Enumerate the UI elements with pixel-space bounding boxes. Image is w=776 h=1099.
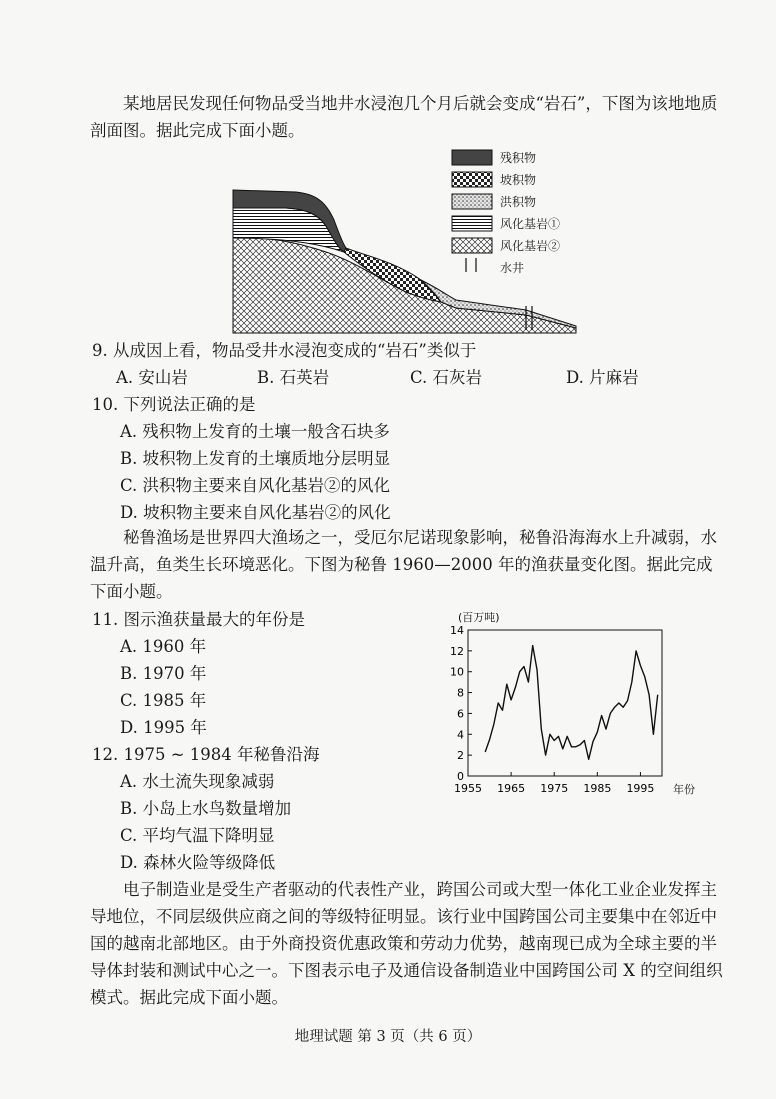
q12-option-d: D. 森林火险等级降低 bbox=[120, 853, 276, 872]
q9-option-d: D. 片麻岩 bbox=[566, 368, 639, 387]
cross-section-layers bbox=[233, 190, 576, 333]
intro-geology: 某地居民发现任何物品受当地井水浸泡几个月后就会变成“岩石”，下图为该地地质剖面图。据此完成下面小题。 bbox=[90, 94, 718, 140]
q11-option-a: A. 1960 年 bbox=[120, 637, 207, 656]
y-tick-label: 4 bbox=[457, 728, 464, 742]
x-tick-label: 1965 bbox=[497, 782, 526, 795]
legend-label-well: 水井 bbox=[500, 261, 525, 275]
legend-label-residual: 残积物 bbox=[500, 151, 537, 165]
x-tick-label: 1975 bbox=[540, 782, 569, 795]
page-footer: 地理试题 第 3 页（共 6 页） bbox=[294, 1029, 482, 1045]
chart-x-axis bbox=[454, 772, 654, 795]
legend-well-icon bbox=[466, 258, 476, 272]
q9-option-a: A. 安山岩 bbox=[116, 368, 188, 387]
q10-option-d: D. 坡积物主要来自风化基岩②的风化 bbox=[120, 503, 391, 522]
q12-option-b: B. 小岛上水鸟数量增加 bbox=[120, 799, 292, 818]
legend-label-bedrock-2: 风化基岩② bbox=[500, 239, 561, 253]
fish-catch-chart bbox=[440, 605, 720, 805]
y-tick-label: 6 bbox=[457, 707, 464, 721]
legend-swatch-bedrock-1 bbox=[452, 216, 492, 231]
y-tick-label: 0 bbox=[457, 770, 464, 783]
legend-swatch-bedrock-2 bbox=[452, 238, 492, 253]
q11-stem: 11. 图示渔获量最大的年份是 bbox=[92, 610, 305, 629]
q9-option-b: B. 石英岩 bbox=[257, 368, 330, 387]
q11-option-d: D. 1995 年 bbox=[120, 718, 207, 737]
intro-electronics: 电子制造业是受生产者驱动的代表性产业，跨国公司或大型一体化工业企业发挥主导地位，不同层级供应商之间的等级特征明显。该行业中国跨国公司主要集中在邻近中国的越南北部地区。由于外商投资优惠政策和劳动力优势，越南现已成为全球主要的半导体封装和测试中心之一。下图表示电子及通信设备制造业中国跨国公司 X 的空间组织模式。据此完成下面小题。 bbox=[90, 880, 723, 1007]
legend-label-bedrock-1: 风化基岩① bbox=[500, 217, 561, 231]
y-tick-label: 2 bbox=[457, 749, 464, 763]
y-tick-label: 14 bbox=[450, 624, 464, 637]
legend-label-diluvial: 洪积物 bbox=[500, 195, 537, 209]
legend-label-slope: 坡积物 bbox=[500, 173, 537, 187]
y-tick-label: 10 bbox=[450, 665, 464, 679]
q12-option-a: A. 水土流失现象减弱 bbox=[120, 772, 275, 791]
x-tick-label: 1995 bbox=[626, 782, 655, 795]
y-tick-label: 12 bbox=[450, 644, 464, 658]
legend-swatch-slope bbox=[452, 172, 492, 187]
chart-y-unit-label: (百万吨) bbox=[458, 611, 500, 624]
q10-option-b: B. 坡积物上发育的土壤质地分层明显 bbox=[120, 449, 391, 468]
x-tick-label: 1955 bbox=[454, 782, 482, 795]
chart-y-axis bbox=[450, 624, 472, 783]
q9-stem: 9. 从成因上看，物品受井水浸泡变成的“岩石”类似于 bbox=[92, 341, 477, 360]
q10-option-a: A. 残积物上发育的土壤一般含石块多 bbox=[120, 422, 390, 441]
legend-swatches bbox=[452, 150, 492, 272]
q10-option-c: C. 洪积物主要来自风化基岩②的风化 bbox=[120, 476, 391, 495]
q11-option-c: C. 1985 年 bbox=[120, 691, 207, 710]
chart-x-unit-label: 年份 bbox=[673, 783, 695, 796]
q12-stem: 12. 1975 ~ 1984 年秘鲁沿海 bbox=[92, 745, 320, 764]
intro-peru-fishery: 秘鲁渔场是世界四大渔场之一，受厄尔尼诺现象影响，秘鲁沿海海水上升减弱，水温升高，鱼类生长环境恶化。下图为秘鲁 1960—2000 年的渔获量变化图。据此完成下面小题。 bbox=[90, 528, 717, 601]
chart-frame bbox=[468, 630, 662, 776]
x-tick-label: 1985 bbox=[583, 782, 612, 795]
q11-option-b: B. 1970 年 bbox=[120, 664, 207, 683]
y-tick-label: 8 bbox=[457, 686, 464, 700]
legend-swatch-residual bbox=[452, 150, 492, 165]
catch-series-line bbox=[485, 646, 658, 760]
legend-swatch-diluvial bbox=[452, 194, 492, 209]
q10-stem: 10. 下列说法正确的是 bbox=[92, 395, 256, 414]
q9-option-c: C. 石灰岩 bbox=[410, 368, 483, 387]
q12-option-c: C. 平均气温下降明显 bbox=[120, 826, 275, 845]
